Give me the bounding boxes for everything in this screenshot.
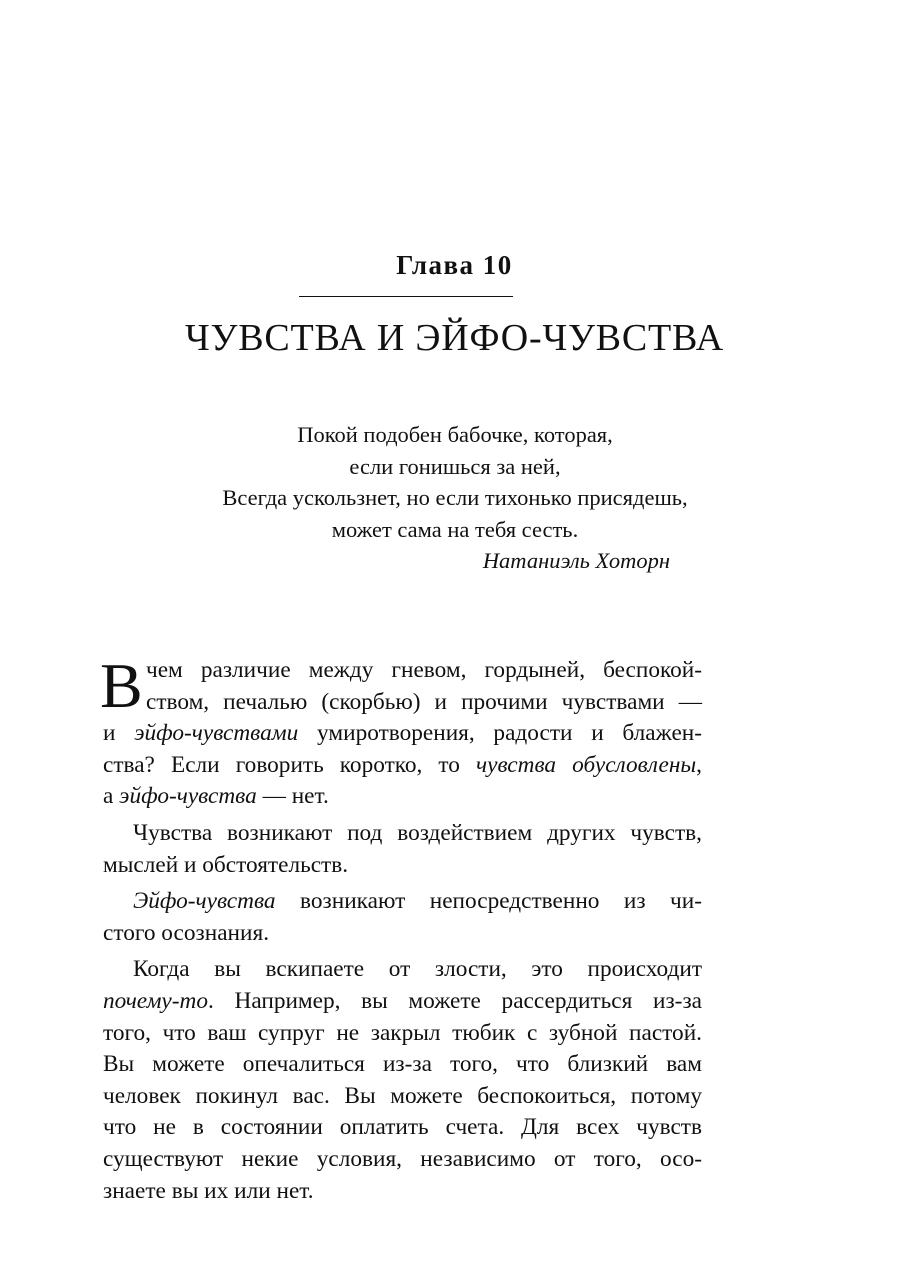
text-run: ства? Если говорить коротко, то (103, 751, 477, 778)
emphasis: почему-то (103, 987, 209, 1014)
text-line: человек покинул вас. Вы можете беспокоиться, потому (103, 1082, 702, 1109)
text-line (103, 750, 702, 782)
text-line: Когда вы вскипаете от злости, это происходит (133, 956, 702, 983)
text-line (103, 886, 702, 918)
text-run: возникают непосредственно из чи- (275, 888, 702, 915)
text-line: существуют некие условия, независимо от того, осо- (103, 1145, 702, 1172)
text-line: ством, печалью (скорбью) и прочими чувствами — (146, 688, 702, 715)
epigraph-line: Всегда ускользнет, но если тихонько присядешь, (222, 485, 688, 510)
text-line: Вы можете опечалиться из-за того, что близкий вам (103, 1051, 702, 1078)
text-run: умиротворения, радости и блажен- (298, 720, 703, 747)
text-line (103, 718, 702, 750)
epigraph-line: Покой подобен бабочке, которая, (297, 422, 613, 447)
drop-cap: В (100, 650, 143, 721)
epigraph-line: может сама на тебя сесть. (331, 516, 579, 542)
emphasis: эйфо-чувствами (134, 720, 299, 747)
paragraph (100, 650, 703, 813)
text-line: стого осознания. (103, 919, 270, 946)
text-line (103, 781, 702, 813)
text-line: того, что ваш супруг не закрыл тюбик с зубной пастой. (103, 1019, 702, 1046)
body-text (100, 650, 703, 1207)
text-run: а (103, 783, 120, 810)
emphasis: Эйфо-чувства (133, 888, 276, 915)
text-run: , (696, 751, 702, 778)
text-line: Чувства возникают под воздействием других чувств, (133, 819, 702, 846)
paragraph (103, 818, 702, 881)
title-rule (299, 296, 513, 297)
text-line: мыслей и обстоятельств. (103, 851, 349, 878)
emphasis: эйфо-чувства (119, 783, 257, 810)
text-line (103, 986, 702, 1018)
text-line: что не в состоянии оплатить счета. Для всех чувств (103, 1114, 702, 1141)
text-run: и (103, 720, 135, 747)
chapter-label: Глава 10 (396, 250, 513, 280)
emphasis: чувства обусловлены (476, 751, 697, 778)
text-run: . Например, вы можете рассердиться из-за (208, 987, 702, 1014)
text-line: чем различие между гневом, гордыней, беспокой- (146, 657, 702, 683)
epigraph (100, 419, 810, 545)
text-line: знаете вы их или нет. (103, 1177, 314, 1204)
paragraph (103, 886, 702, 949)
text-run: — нет. (256, 783, 329, 810)
chapter-title: ЧУВСТВА И ЭЙФО-ЧУВСТВА (185, 317, 724, 359)
epigraph-author: Натаниэль Хоторн (482, 548, 670, 573)
paragraph (103, 954, 702, 1207)
epigraph-line: если гонишься за ней, (349, 453, 561, 479)
